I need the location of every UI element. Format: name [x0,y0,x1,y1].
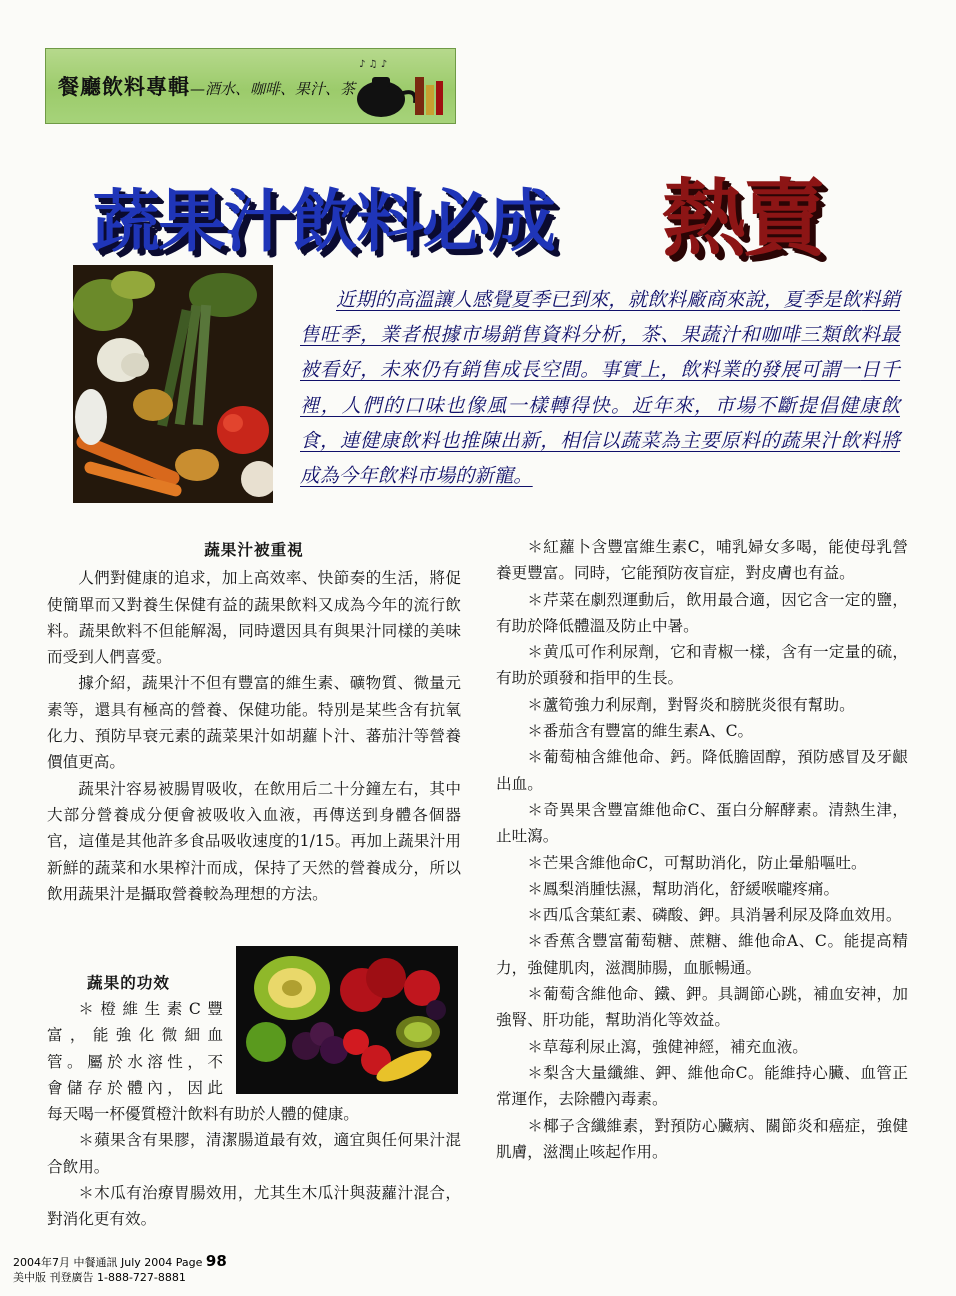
orange-item-line: ＊橙維生素C豐 [78,1000,223,1018]
headline-emphasis: 熱賣 [662,170,823,268]
benefit-item: ＊芒果含維他命C，可幫助消化，防止暈船嘔吐。 [527,853,867,872]
footer-issue-line [13,1254,227,1270]
body-paragraph: 蔬果汁容易被腸胃吸收，在飲用后二十分鐘左右，其中大部分營養成分便會被吸收入血液，再傳送到身體各個器官，這僅是其他許多食品吸收速度的1/15。再加上蔬果汁用新鮮的蔬菜和水果榨汁而成，保持了天然的營養成分，所以飲用蔬果汁是攝取營養較為理想的方法。 [47,779,461,903]
intro-line: 日千裡，人們的口味也像風一樣轉得快。近年來，市場不斷提倡健康 [300,358,901,417]
benefit-item: ＊葡萄柚含維他命、鈣。降低膽固醇，預防感冒及牙齦出血。 [496,748,908,793]
intro-paragraph [300,282,900,493]
banner-subtitle: —酒水、咖啡、果汁、茶 [190,80,356,98]
benefit-item: ＊鳳梨消腫怯濕，幫助消化，舒緩喉嚨疼痛。 [527,879,840,898]
headline [92,158,882,268]
intro-line: 料銷售旺季，業者根據市場銷售資料分析，茶、果蔬汁和咖啡三類飲 [300,288,901,347]
orange-item-line: 會儲存於體內，因此 [47,1078,223,1097]
orange-item-wrapped [47,996,223,1101]
orange-item-line: 富，能強化微細血 [47,1026,223,1045]
benefit-item: ＊蘋果含有果膠，清潔腸道最有效，適宜與任何果汁混合飲用。 [47,1131,461,1176]
section-banner [45,48,456,124]
benefit-item: ＊香蕉含豐富葡萄糖、蔗糖、維他命A、C。能提高精力，強健肌肉，滋潤肺腸，血脈暢通。 [496,932,908,977]
intro-line: 將成為今年飲料市場的新寵。 [300,428,900,488]
page-footer [13,1254,227,1285]
benefit-item: ＊草莓利尿止瀉，強健神經，補充血液。 [527,1037,808,1056]
beverage-illustration-icon [347,55,447,121]
benefit-item: ＊黄瓜可作利尿劑，它和青椒一樣，含有一定量的硫，有助於頭發和指甲的生長。 [496,643,908,688]
benefit-item: ＊芹菜在劇烈運動后，飲用最合適，因它含一定的鹽，有助於降低體溫及防止中暑。 [496,590,908,635]
banner-title-main: 餐廳飲料專輯 [58,75,190,99]
svg-text:♪ ♫ ♪: ♪ ♫ ♪ [359,59,388,70]
section-heading: 蔬果汁被重視 [204,541,304,559]
right-column [496,534,908,1165]
vegetables-photo [73,265,273,503]
intro-line: 近期的高溫讓人感覺夏季已到來，就飲料廠商來說，夏季是飲 [336,288,862,311]
footer-contact-line: 美中版 刊登廣告 1-888-727-8881 [13,1271,186,1284]
benefit-item: ＊木瓜有治療胃腸效用，尤其生木瓜汁與菠蘿汁混合，對消化更有效。 [47,1184,461,1229]
headline-main: 蔬果汁飲料必成 [92,183,555,262]
intro-line: 飲食，連健康飲料也推陳出新，相信以蔬菜為主要原料的蔬果汁飲料 [300,393,900,452]
benefit-item: ＊蘆筍強力利尿劑，對腎炎和膀胱炎很有幫助。 [527,695,855,714]
benefit-item: ＊椰子含纖維素，對預防心臟病、關節炎和癌症，強健肌膚，滋潤止咳起作用。 [496,1116,908,1161]
benefit-item: ＊葡萄含維他命、鐵、鉀。具調節心跳，補血安神，加強腎、肝功能，幫助消化等效益。 [496,985,908,1030]
benefit-item: ＊奇異果含豐富維他命C、蛋白分解酵素。清熱生津，止吐瀉。 [496,800,908,846]
body-paragraph: 據介紹，蔬果汁不但有豐富的維生素、礦物質、微量元素等，還具有極高的營養、保健功能。特別是某些含有抗氧化力、預防早衰元素的蔬菜果汁如胡蘿卜汁、蕃茄汁等營養價值更高。 [47,674,461,772]
left-column [47,537,461,1229]
fruits-photo [236,946,458,1094]
banner-title [58,71,355,101]
intro-line: 料最被看好，未來仍有銷售成長空間。事實上，飲料業的發展可謂一 [300,323,901,382]
benefit-item: ＊紅蘿卜含豐富維生素C，哺乳婦女多喝，能使母乳營養更豐富。同時，它能預防夜盲症，對皮膚也有益。 [496,538,908,583]
footer-issue-text: 2004年7月 中餐通訊 July 2004 Page [13,1256,203,1269]
benefit-item: ＊梨含大量纖維、鉀、維他命C。能維持心臟、血管正常運作，去除體內毒素。 [496,1063,908,1109]
benefit-item: ＊西瓜含葉紅素、磷酸、鉀。具消暑利尿及降血效用。 [527,906,902,925]
section-heading: 蔬果的功效 [87,974,170,992]
page-number: 98 [205,1252,227,1270]
benefit-item: ＊番茄含有豐富的維生素A、C。 [527,722,754,741]
orange-item-line: 管。屬於水溶性，不 [47,1052,223,1071]
orange-item-rest: 每天喝一杯優質橙汁飲料有助於人體的健康。 [47,1105,359,1124]
body-paragraph: 人們對健康的追求，加上高效率、快節奏的生活，將促使簡單而又對養生保健有益的蔬果飲料又成為今年的流行飲料。蔬果飲料不但能解渴，同時還因具有與果汁同樣的美味而受到人們喜愛。 [47,569,461,667]
